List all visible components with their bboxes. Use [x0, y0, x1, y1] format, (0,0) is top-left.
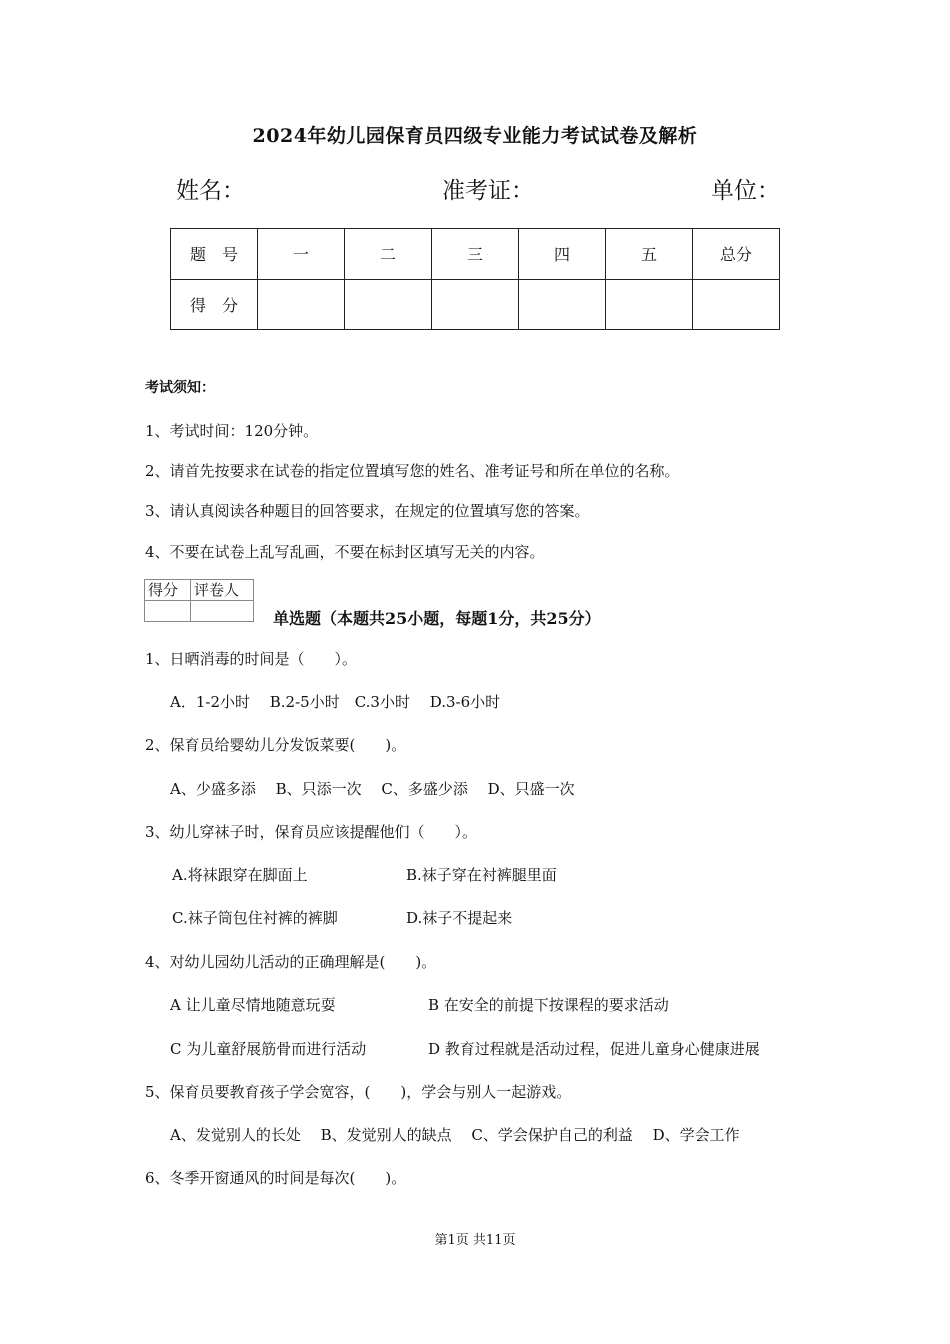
question-1-options: A．1-2小时 B.2-5小时 C.3小时 D.3-6小时	[170, 693, 501, 711]
score-label-cell: 得 分	[171, 279, 258, 330]
column-1-header: 一	[258, 229, 345, 280]
score-cell-2[interactable]	[345, 279, 432, 330]
grader-score-cell[interactable]	[145, 601, 191, 622]
notice-item: 3、请认真阅读各种题目的回答要求，在规定的位置填写您的答案。	[145, 502, 590, 520]
grader-score-label: 得分	[145, 580, 191, 601]
column-4-header: 四	[519, 229, 606, 280]
question-5-stem: 5、保育员要教育孩子学会宽容，( )，学会与别人一起游戏。	[145, 1083, 572, 1101]
score-cell-3[interactable]	[432, 279, 519, 330]
notice-item: 2、请首先按要求在试卷的指定位置填写您的姓名、准考证号和所在单位的名称。	[145, 462, 680, 480]
page-title: 2024年幼儿园保育员四级专业能力考试试卷及解析	[252, 125, 698, 147]
name-field-label: 姓名：	[176, 178, 245, 204]
question-3-option-b: B.袜子穿在衬裤腿里面	[406, 866, 557, 884]
question-2-options: A、少盛多添 B、只添一次 C、多盛少添 D、只盛一次	[170, 780, 575, 798]
question-4-stem: 4、对幼儿园幼儿活动的正确理解是( )。	[145, 953, 437, 971]
notice-title: 考试须知：	[145, 380, 215, 396]
column-2-header: 二	[345, 229, 432, 280]
score-cell-1[interactable]	[258, 279, 345, 330]
question-1-stem: 1、日晒消毒的时间是（ ）。	[145, 650, 358, 668]
grader-reviewer-cell[interactable]	[191, 601, 254, 622]
header-label-cell: 题 号	[171, 229, 258, 280]
score-table-header-row	[171, 229, 780, 280]
question-4-option-d: D 教育过程就是活动过程，促进儿童身心健康进展	[428, 1040, 760, 1058]
question-2-stem: 2、保育员给婴幼儿分发饭菜要( )。	[145, 736, 407, 754]
question-4-option-b: B 在安全的前提下按课程的要求活动	[428, 996, 669, 1014]
notice-item: 1、考试时间：120分钟。	[145, 422, 319, 440]
question-4-option-a: A 让儿童尽情地随意玩耍	[170, 996, 336, 1014]
exam-id-field-label: 准考证：	[442, 178, 534, 204]
grader-box	[144, 579, 254, 622]
question-3-option-c: C.袜子筒包住衬裤的裤脚	[172, 909, 338, 927]
question-3-stem: 3、幼儿穿袜子时，保育员应该提醒他们（ ）。	[145, 823, 478, 841]
column-3-header: 三	[432, 229, 519, 280]
unit-field-label: 单位：	[711, 178, 780, 204]
notice-item: 4、不要在试卷上乱写乱画，不要在标封区填写无关的内容。	[145, 543, 545, 561]
score-cell-total[interactable]	[693, 279, 780, 330]
question-5-options: A、发觉别人的长处 B、发觉别人的缺点 C、学会保护自己的利益 D、学会工作	[170, 1126, 740, 1144]
page-footer: 第1页 共11页	[434, 1233, 516, 1248]
question-4-option-c: C 为儿童舒展筋骨而进行活动	[170, 1040, 367, 1058]
question-6-stem: 6、冬季开窗通风的时间是每次( )。	[145, 1169, 407, 1187]
question-3-option-d: D.袜子不提起来	[406, 909, 513, 927]
score-cell-5[interactable]	[606, 279, 693, 330]
score-table-score-row	[171, 279, 780, 330]
question-3-option-a: A.将袜跟穿在脚面上	[172, 866, 308, 884]
section-title: 单选题（本题共25小题，每题1分，共25分）	[273, 609, 601, 628]
score-table	[170, 228, 780, 330]
grader-reviewer-label: 评卷人	[191, 580, 254, 601]
score-cell-4[interactable]	[519, 279, 606, 330]
column-total-header: 总分	[693, 229, 780, 280]
column-5-header: 五	[606, 229, 693, 280]
